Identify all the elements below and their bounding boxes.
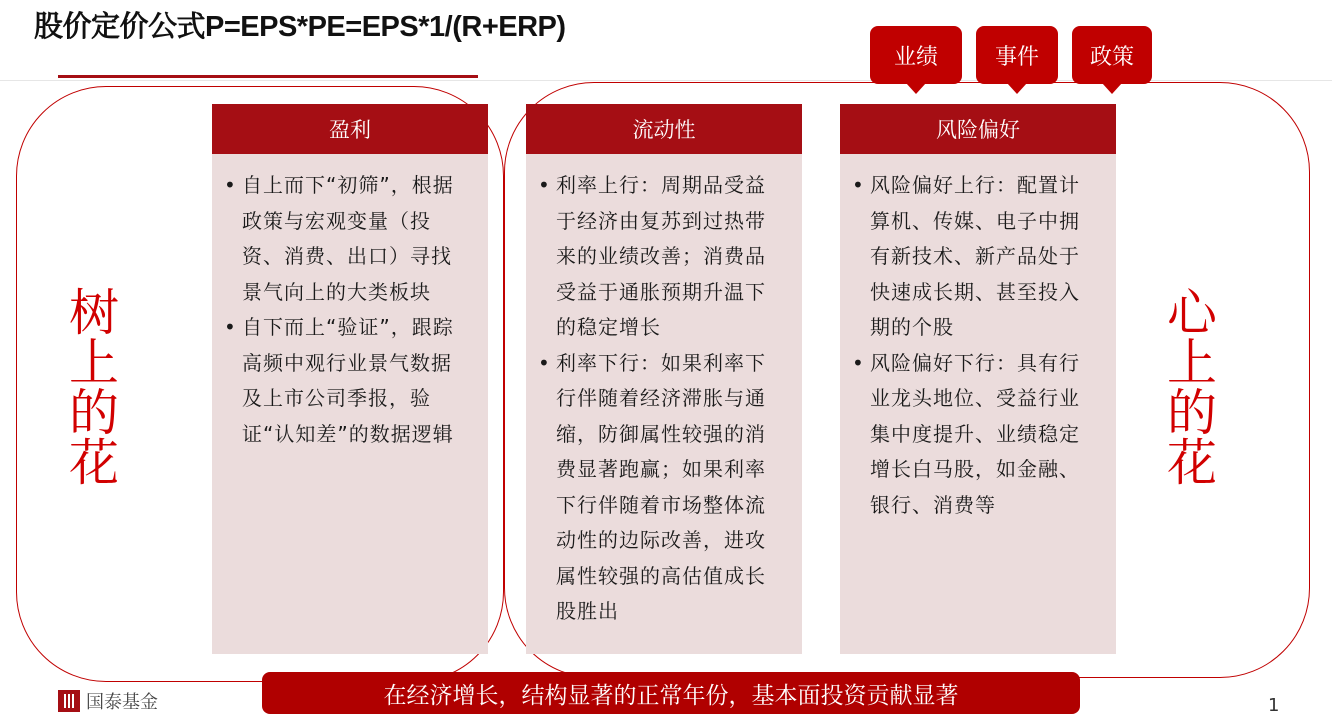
right-label-char: 的	[1167, 384, 1217, 442]
bullet-item: • 自上而下“初筛”，根据政策与宏观变量（投资、消费、出口）寻找景气向上的大类板块	[242, 168, 468, 310]
column-header-liquidity: 流动性	[526, 104, 802, 154]
bullet-item: • 风险偏好上行：配置计算机、传媒、电子中拥有新技术、新产品处于快速成长期、甚至投入期的个股	[870, 168, 1096, 346]
column-liquidity	[526, 104, 802, 654]
right-label-char: 上	[1167, 334, 1217, 392]
left-label-char: 树	[69, 284, 119, 342]
column-header-earnings: 盈利	[212, 104, 488, 154]
bullet-item: • 利率下行：如果利率下行伴随着经济滞胀与通缩，防御属性较强的消费显著跑赢；如果利率下行伴随着市场整体流动性的边际改善，进攻属性较强的高估值成长股胜出	[556, 346, 782, 630]
left-label-char: 花	[69, 434, 119, 492]
logo-icon	[58, 690, 80, 712]
column-header-risk-appetite: 风险偏好	[840, 104, 1116, 154]
column-earnings	[212, 104, 488, 654]
page-number: 1	[1268, 695, 1280, 716]
left-label-char: 的	[69, 384, 119, 442]
bullet-item: • 利率上行：周期品受益于经济由复苏到过热带来的业绩改善；消费品受益于通胀预期升温下的稳定增长	[556, 168, 782, 346]
title-underline	[58, 75, 478, 78]
right-label-char: 心	[1167, 284, 1217, 342]
right-vertical-label	[1162, 284, 1222, 492]
left-vertical-label	[64, 284, 124, 492]
tag-performance: 业绩	[870, 26, 962, 84]
tag-policy: 政策	[1072, 26, 1152, 84]
bottom-banner: 在经济增长，结构显著的正常年份，基本面投资贡献显著	[262, 672, 1080, 714]
left-label-char: 上	[69, 334, 119, 392]
column-risk-appetite	[840, 104, 1116, 654]
logo-text: 国泰基金	[86, 692, 158, 713]
page-title: 股价定价公式P=EPS*PE=EPS*1/(R+ERP)	[34, 11, 566, 43]
bullet-item: • 风险偏好下行：具有行业龙头地位、受益行业集中度提升、业绩稳定增长白马股，如金融、银行、消费等	[870, 346, 1096, 524]
company-logo	[58, 688, 158, 714]
right-label-char: 花	[1167, 434, 1217, 492]
bullet-item: • 自下而上“验证”，跟踪高频中观行业景气数据及上市公司季报，验证“认知差”的数据逻辑	[242, 310, 468, 452]
tag-events: 事件	[976, 26, 1058, 84]
